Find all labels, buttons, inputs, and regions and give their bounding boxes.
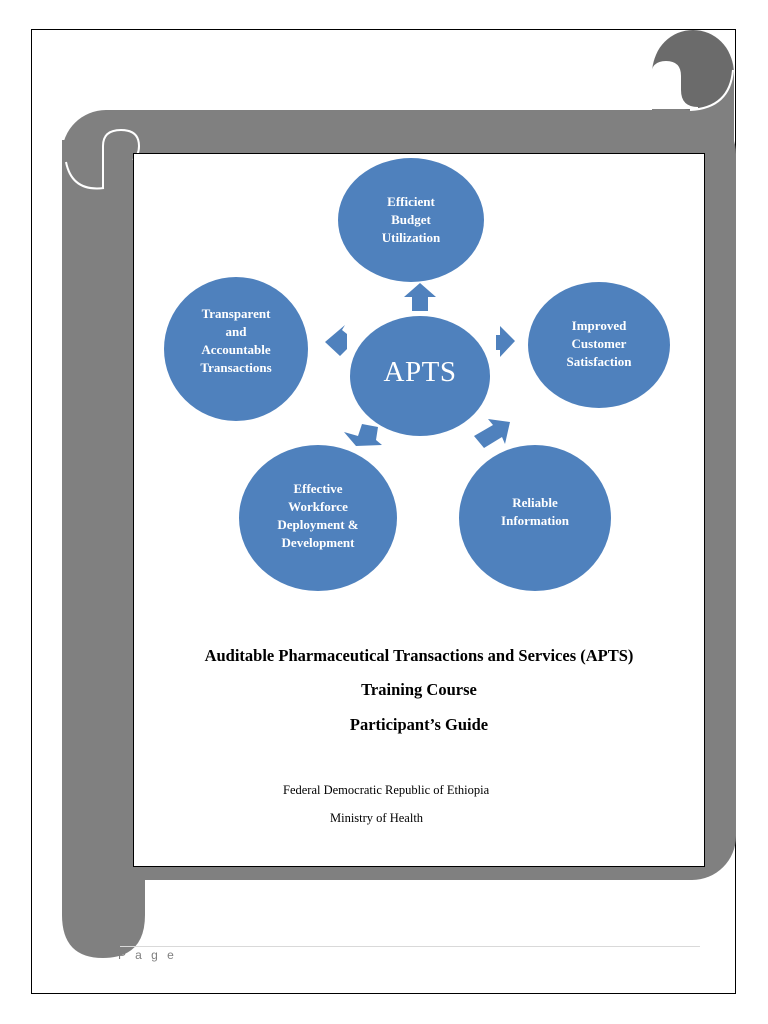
node-information: Reliable Information xyxy=(501,495,569,528)
ministry-name: Ministry of Health xyxy=(330,811,424,825)
arrow-down-left xyxy=(344,424,382,446)
arrow-up xyxy=(404,283,436,311)
node-workforce: Effective Workforce Deployment & Development xyxy=(277,481,359,550)
document-guide: Participant’s Guide xyxy=(349,715,489,734)
node-transparent: Transparent and Accountable Transactions xyxy=(200,306,272,375)
node-budget: Efficient Budget Utilization xyxy=(381,194,441,245)
arrow-left xyxy=(325,325,347,356)
footer-rule xyxy=(120,946,700,947)
document-title: Auditable Pharmaceutical Transactions and Services (APTS) xyxy=(204,646,634,665)
hub-label: APTS xyxy=(383,356,457,388)
arrow-down-right xyxy=(474,419,510,448)
country-name: Federal Democratic Republic of Ethiopia xyxy=(283,783,490,797)
node-customer: Improved Customer Satisfaction xyxy=(566,318,632,369)
footer-page-label: P a g e xyxy=(118,948,177,962)
arrow-right xyxy=(496,326,515,357)
document-subtitle: Training Course xyxy=(361,680,477,699)
